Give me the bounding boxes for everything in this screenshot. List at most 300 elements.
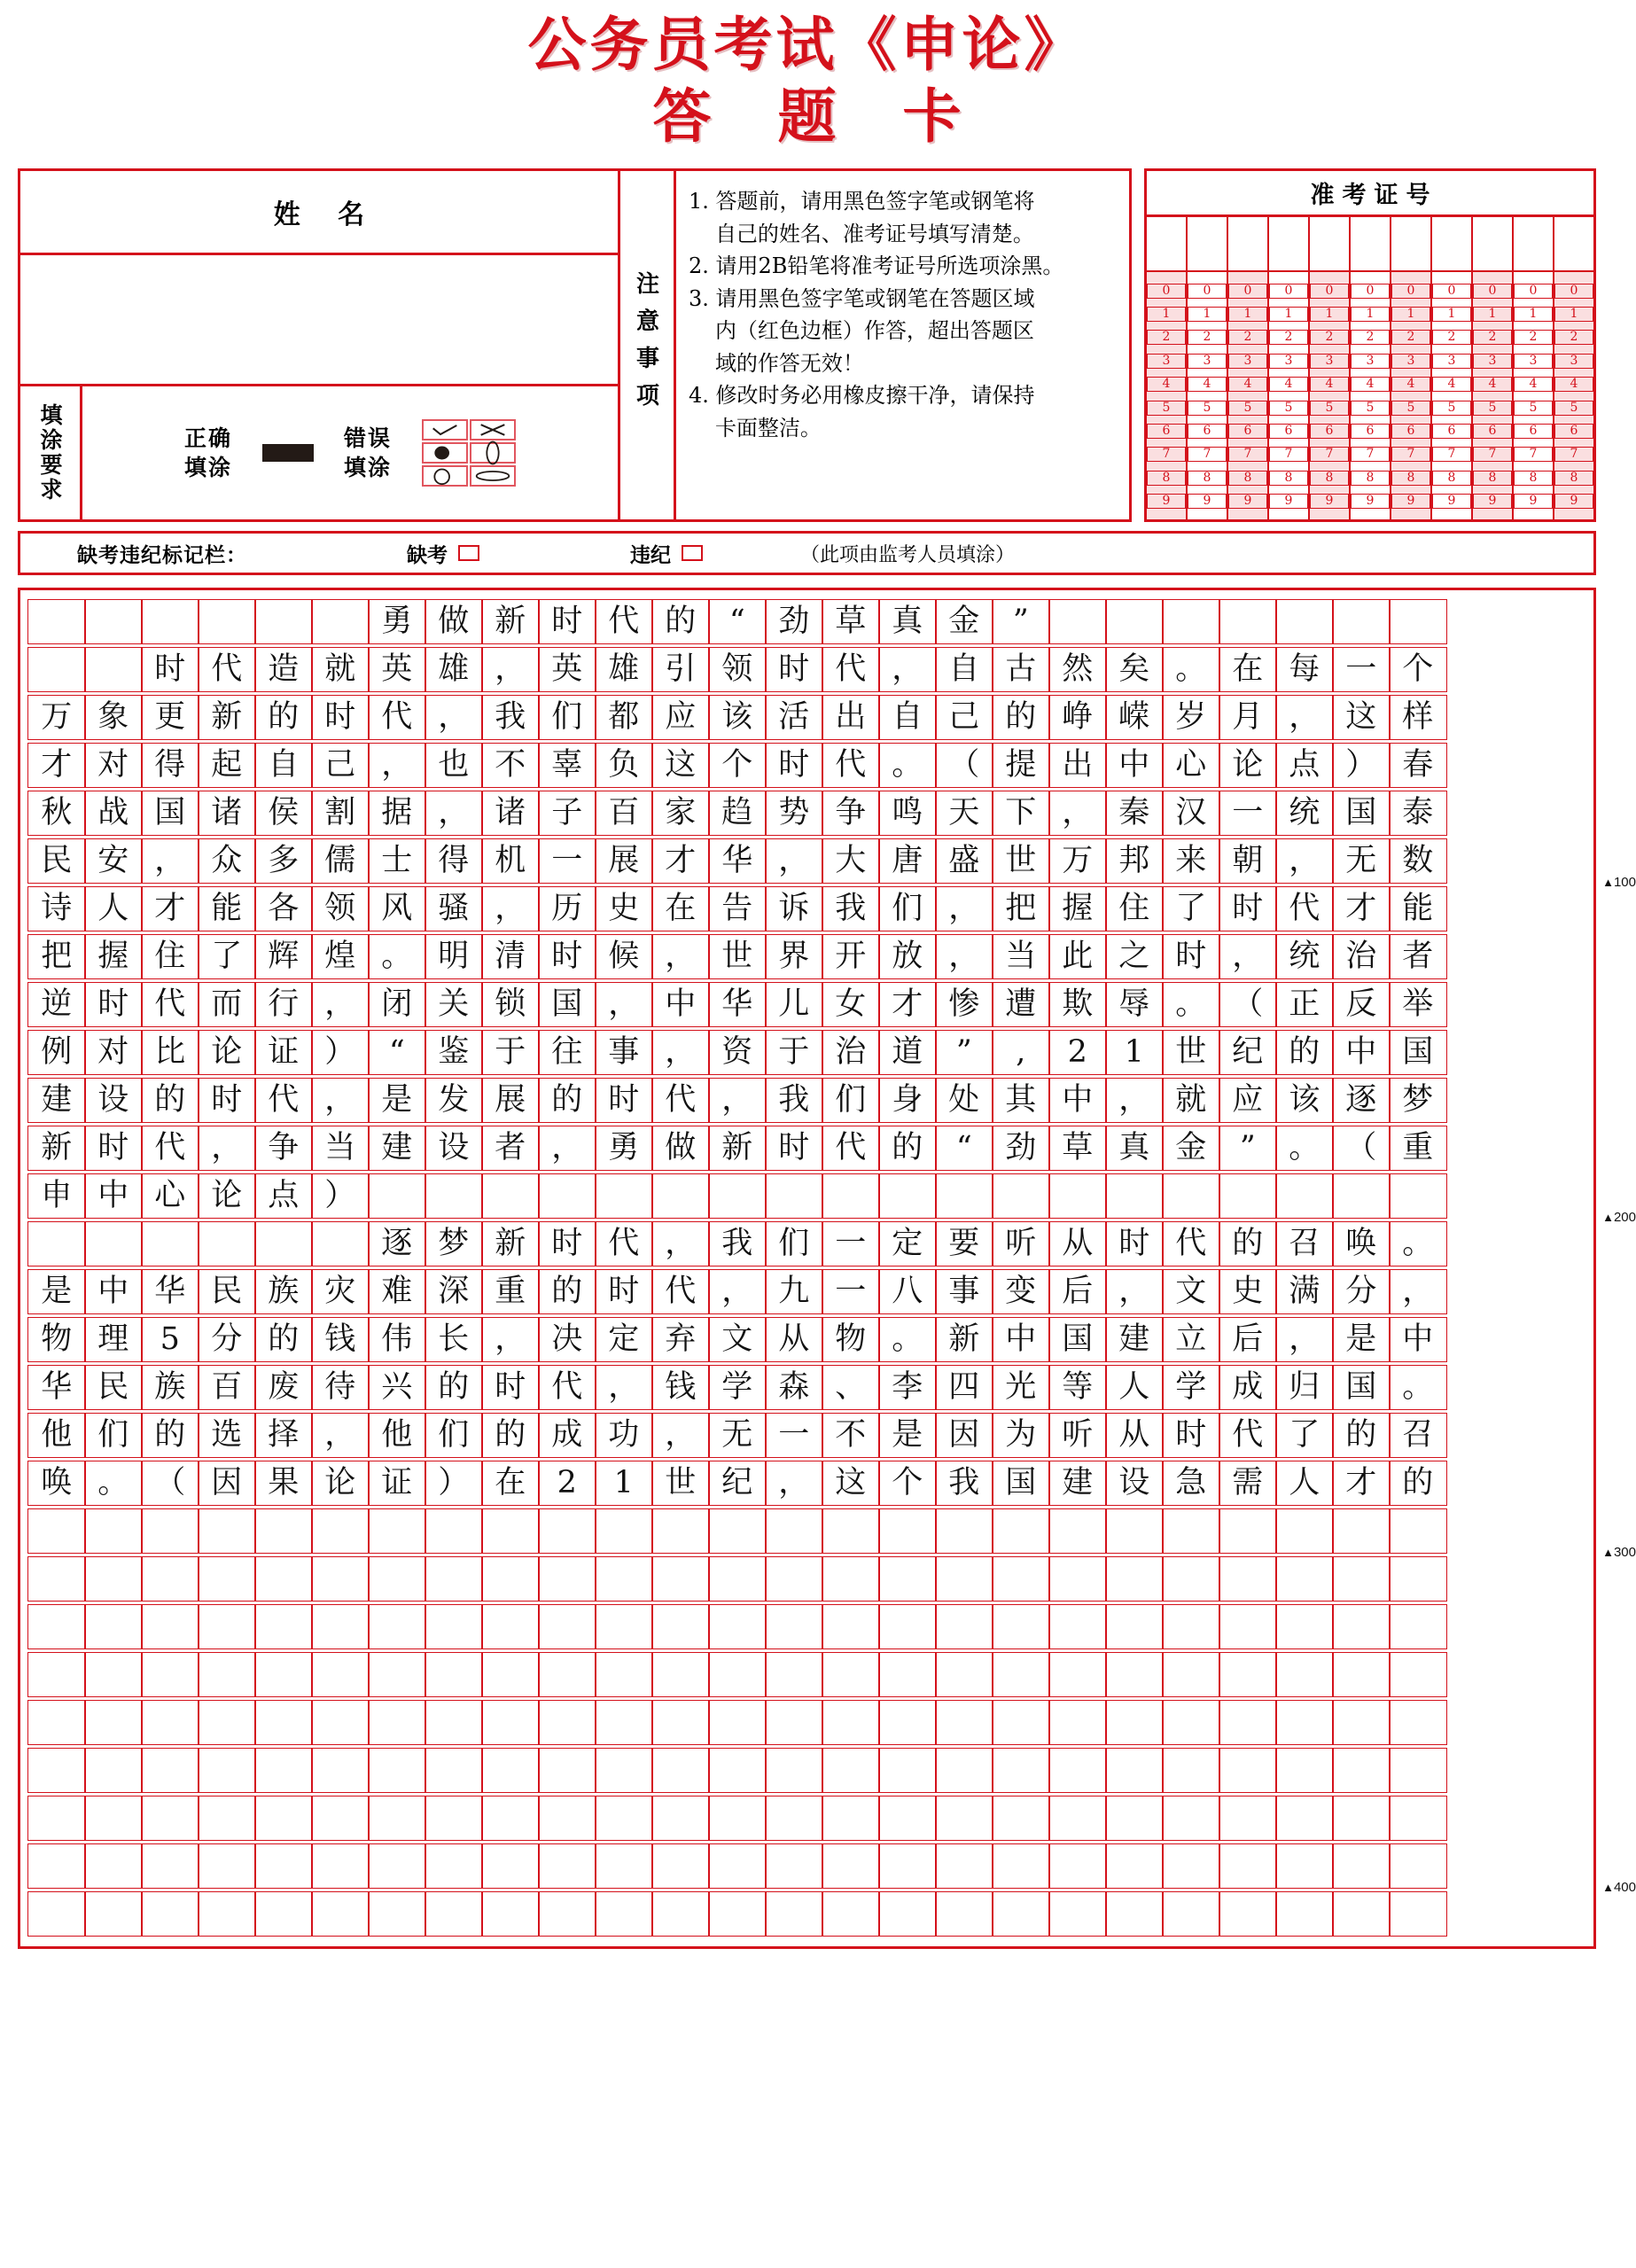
essay-grid-cell[interactable]: ” [992,599,1050,644]
essay-grid-cell[interactable] [481,1748,540,1793]
essay-grid-cell[interactable]: 因 [198,1461,256,1506]
essay-grid-cell[interactable] [84,1796,143,1841]
essay-grid-cell[interactable] [1275,1652,1334,1697]
essay-grid-cell[interactable]: 心 [141,1173,199,1219]
essay-grid-cell[interactable] [368,1700,426,1745]
essay-grid-cell[interactable]: 辱 [1105,982,1164,1027]
bubble-digit-8[interactable]: 8 [1514,471,1553,486]
essay-grid-cell[interactable] [765,1796,823,1841]
essay-grid-cell[interactable]: 锁 [481,982,540,1027]
exam-number-write-cell[interactable] [1473,217,1512,272]
essay-grid-cell[interactable]: 人 [1275,1461,1334,1506]
essay-grid-cell[interactable] [141,1748,199,1793]
essay-grid-cell[interactable] [254,1604,313,1649]
essay-grid-cell[interactable]: 历 [538,886,596,931]
essay-grid-cell[interactable] [595,1508,653,1554]
essay-grid-cell[interactable]: 中 [1332,1030,1391,1075]
essay-grid-cell[interactable]: ， [311,982,370,1027]
bubble-digit-2[interactable]: 2 [1188,330,1227,345]
essay-grid-cell[interactable]: 新 [708,1126,767,1171]
essay-grid-cell[interactable]: ， [935,886,993,931]
essay-grid-cell[interactable]: 行 [254,982,313,1027]
bubble-digit-8[interactable]: 8 [1473,471,1512,486]
essay-grid-cell[interactable]: 的 [538,1078,596,1123]
essay-grid-cell[interactable]: 代 [141,1126,199,1171]
essay-grid-cell[interactable]: 光 [992,1365,1050,1410]
essay-grid-cell[interactable]: 候 [595,934,653,979]
essay-grid-cell[interactable]: 资 [708,1030,767,1075]
essay-grid-cell[interactable]: 逐 [368,1221,426,1266]
bubble-digit-5[interactable]: 5 [1514,401,1553,416]
essay-grid-cell[interactable]: 国 [1332,1365,1391,1410]
essay-grid-cell[interactable]: 统 [1275,791,1334,836]
exam-number-write-cell[interactable] [1310,217,1349,272]
essay-grid-cell[interactable] [595,1556,653,1602]
essay-grid-cell[interactable]: 。 [368,934,426,979]
essay-grid-cell[interactable] [822,1796,880,1841]
essay-grid-cell[interactable] [1105,1843,1164,1889]
essay-grid-cell[interactable]: 纪 [1219,1030,1277,1075]
exam-number-column[interactable] [1310,217,1351,519]
essay-grid-cell[interactable]: 的 [1219,1221,1277,1266]
essay-grid-cell[interactable] [1275,1556,1334,1602]
exam-number-column[interactable] [1188,217,1228,519]
essay-grid-cell[interactable]: 代 [651,1078,710,1123]
exam-number-column[interactable] [1147,217,1188,519]
essay-grid-cell[interactable] [1048,1604,1107,1649]
essay-grid-cell[interactable]: 论 [198,1030,256,1075]
essay-grid-cell[interactable]: 骚 [425,886,483,931]
essay-grid-cell[interactable]: 握 [1048,886,1107,931]
essay-grid-cell[interactable]: 分 [198,1317,256,1362]
essay-grid-cell[interactable]: 时 [765,647,823,692]
essay-grid-cell[interactable]: ” [935,1030,993,1075]
essay-grid-cell[interactable]: 峥 [1048,695,1107,740]
essay-grid-cell[interactable]: 1 [595,1461,653,1506]
essay-grid-cell[interactable] [27,1843,86,1889]
essay-grid-cell[interactable]: 就 [1162,1078,1220,1123]
essay-grid-cell[interactable] [651,1796,710,1841]
essay-grid-cell[interactable] [311,1891,370,1937]
bubble-digit-0[interactable]: 0 [1432,284,1471,299]
essay-grid-cell[interactable]: 钱 [311,1317,370,1362]
essay-grid-cell[interactable]: 战 [84,791,143,836]
essay-grid-cell[interactable] [254,1891,313,1937]
bubble-digit-1[interactable]: 1 [1351,307,1390,322]
essay-grid-cell[interactable]: 我 [822,886,880,931]
essay-grid-cell[interactable]: 矣 [1105,647,1164,692]
essay-grid-cell[interactable]: 风 [368,886,426,931]
essay-grid-cell[interactable]: 新 [198,695,256,740]
bubble-digit-5[interactable]: 5 [1269,401,1308,416]
essay-grid-cell[interactable] [992,1556,1050,1602]
essay-grid-cell[interactable] [254,1843,313,1889]
essay-grid-cell[interactable]: 们 [84,1413,143,1458]
essay-grid-cell[interactable] [1275,599,1334,644]
essay-grid-cell[interactable]: 时 [765,743,823,788]
essay-grid-cell[interactable]: 新 [481,599,540,644]
essay-grid-cell[interactable]: 召 [1275,1221,1334,1266]
essay-grid-cell[interactable]: 功 [595,1413,653,1458]
essay-grid-cell[interactable]: 。 [1162,647,1220,692]
essay-grid-cell[interactable]: （ [1332,1126,1391,1171]
essay-grid-cell[interactable]: 象 [84,695,143,740]
bubble-digit-8[interactable]: 8 [1147,471,1186,486]
essay-grid-cell[interactable] [538,1508,596,1554]
essay-grid-cell[interactable] [878,1173,937,1219]
essay-grid-cell[interactable]: 李 [878,1365,937,1410]
essay-grid-cell[interactable]: 果 [254,1461,313,1506]
essay-grid-cell[interactable] [651,1891,710,1937]
essay-grid-cell[interactable] [1275,1508,1334,1554]
essay-grid-cell[interactable] [765,1748,823,1793]
essay-grid-cell[interactable]: 因 [935,1413,993,1458]
essay-grid-cell[interactable]: 时 [84,1126,143,1171]
essay-grid-cell[interactable] [368,1604,426,1649]
essay-grid-cell[interactable] [822,1700,880,1745]
essay-grid-cell[interactable]: “ [708,599,767,644]
essay-grid-cell[interactable] [595,1604,653,1649]
bubble-digit-7[interactable]: 7 [1473,447,1512,462]
bubble-digit-0[interactable]: 0 [1351,284,1390,299]
essay-grid-cell[interactable]: ， [481,1317,540,1362]
essay-grid-cell[interactable]: 其 [992,1078,1050,1123]
essay-grid-cell[interactable] [992,1508,1050,1554]
essay-grid-cell[interactable]: 难 [368,1269,426,1314]
essay-grid-cell[interactable]: 无 [1332,838,1391,884]
essay-grid-cell[interactable] [708,1891,767,1937]
bubble-digit-8[interactable]: 8 [1188,471,1227,486]
essay-grid-cell[interactable]: 时 [595,1269,653,1314]
exam-number-column[interactable] [1554,217,1593,519]
essay-grid-cell[interactable]: 论 [1219,743,1277,788]
essay-grid-cell[interactable]: 史 [1219,1269,1277,1314]
essay-grid-cell[interactable]: 更 [141,695,199,740]
essay-grid-cell[interactable]: ， [708,1078,767,1123]
essay-grid-cell[interactable]: 真 [878,599,937,644]
essay-grid-cell[interactable]: 的 [141,1078,199,1123]
essay-grid-cell[interactable] [84,1556,143,1602]
essay-grid-cell[interactable]: 统 [1275,934,1334,979]
essay-grid-cell[interactable]: 个 [708,743,767,788]
essay-grid-cell[interactable] [368,1652,426,1697]
essay-grid-cell[interactable]: 造 [254,647,313,692]
bubble-digit-5[interactable]: 5 [1351,401,1390,416]
bubble-digit-5[interactable]: 5 [1432,401,1471,416]
essay-grid-cell[interactable] [1162,1843,1220,1889]
essay-grid-cell[interactable] [254,1652,313,1697]
essay-grid-cell[interactable]: 雄 [425,647,483,692]
bubble-digit-5[interactable]: 5 [1391,401,1430,416]
essay-grid-cell[interactable] [1105,1556,1164,1602]
essay-grid-cell[interactable]: 分 [1332,1269,1391,1314]
essay-grid-row[interactable] [27,1126,1586,1171]
essay-grid-cell[interactable]: 的 [1275,1030,1334,1075]
essay-grid-cell[interactable]: 遭 [992,982,1050,1027]
essay-grid-cell[interactable]: 劲 [765,599,823,644]
essay-grid-cell[interactable]: 论 [198,1173,256,1219]
essay-grid-cell[interactable]: 我 [765,1078,823,1123]
essay-grid-cell[interactable] [481,1508,540,1554]
essay-grid-cell[interactable] [1389,1748,1447,1793]
essay-grid-cell[interactable] [84,1843,143,1889]
essay-grid-cell[interactable]: 华 [141,1269,199,1314]
essay-grid-cell[interactable]: ， [595,1365,653,1410]
bubble-digit-6[interactable]: 6 [1228,424,1267,439]
essay-grid-cell[interactable]: ， [141,838,199,884]
essay-grid-cell[interactable] [1048,1556,1107,1602]
essay-grid-cell[interactable] [198,1700,256,1745]
essay-grid-row[interactable] [27,1317,1586,1362]
essay-grid-cell[interactable]: 诸 [481,791,540,836]
essay-grid-row[interactable] [27,1365,1586,1410]
essay-grid-cell[interactable]: ， [1105,1269,1164,1314]
essay-grid-cell[interactable]: ， [425,791,483,836]
essay-grid-cell[interactable]: 听 [1048,1413,1107,1458]
essay-grid-cell[interactable]: 他 [27,1413,86,1458]
essay-grid-cell[interactable]: 中 [651,982,710,1027]
essay-grid-cell[interactable]: 数 [1389,838,1447,884]
bubble-digit-1[interactable]: 1 [1554,307,1593,322]
essay-grid-cell[interactable] [1219,1508,1277,1554]
essay-grid-cell[interactable] [141,1700,199,1745]
essay-grid-cell[interactable] [1332,1891,1391,1937]
essay-grid-cell[interactable]: 时 [481,1365,540,1410]
essay-grid-cell[interactable]: 2 [1048,1030,1107,1075]
bubble-digit-4[interactable]: 4 [1391,377,1430,392]
essay-grid-cell[interactable] [708,1604,767,1649]
essay-grid-cell[interactable]: 学 [1162,1365,1220,1410]
essay-grid-cell[interactable]: 金 [935,599,993,644]
essay-grid-cell[interactable] [1219,1173,1277,1219]
essay-grid-row[interactable] [27,1891,1586,1937]
essay-grid-cell[interactable]: 家 [651,791,710,836]
essay-grid-cell[interactable]: 时 [595,1078,653,1123]
essay-grid-row[interactable] [27,1604,1586,1649]
essay-grid-cell[interactable]: 的 [481,1413,540,1458]
essay-grid-cell[interactable]: 者 [481,1126,540,1171]
bubble-digit-2[interactable]: 2 [1473,330,1512,345]
essay-grid-cell[interactable]: 们 [765,1221,823,1266]
essay-grid-row[interactable] [27,886,1586,931]
essay-grid-cell[interactable]: 的 [141,1413,199,1458]
essay-grid-cell[interactable]: 一 [538,838,596,884]
essay-grid-cell[interactable] [822,1173,880,1219]
essay-grid-cell[interactable]: 各 [254,886,313,931]
essay-grid-cell[interactable]: 设 [1105,1461,1164,1506]
essay-grid-cell[interactable]: 的 [254,695,313,740]
essay-grid-cell[interactable] [198,1508,256,1554]
bubble-digit-6[interactable]: 6 [1147,424,1186,439]
essay-grid-cell[interactable] [765,1556,823,1602]
essay-grid-cell[interactable] [1275,1748,1334,1793]
bubble-digit-2[interactable]: 2 [1554,330,1593,345]
essay-grid-cell[interactable] [481,1891,540,1937]
essay-grid-cell[interactable] [1389,1604,1447,1649]
essay-grid-cell[interactable]: 决 [538,1317,596,1362]
essay-grid-cell[interactable] [27,1891,86,1937]
essay-grid-cell[interactable] [198,1221,256,1266]
bubble-digit-2[interactable]: 2 [1147,330,1186,345]
exam-number-write-cell[interactable] [1269,217,1308,272]
essay-grid-cell[interactable] [708,1508,767,1554]
essay-grid-cell[interactable]: 灾 [311,1269,370,1314]
essay-grid-cell[interactable] [708,1652,767,1697]
essay-grid-cell[interactable]: 是 [27,1269,86,1314]
essay-grid-cell[interactable] [822,1843,880,1889]
bubble-digit-4[interactable]: 4 [1432,377,1471,392]
absent-marker[interactable] [407,539,479,568]
essay-grid-cell[interactable] [595,1796,653,1841]
bubble-digit-9[interactable]: 9 [1228,494,1267,509]
essay-grid-cell[interactable]: ， [878,647,937,692]
essay-grid-cell[interactable] [1162,1652,1220,1697]
essay-grid-cell[interactable] [425,1748,483,1793]
essay-grid-cell[interactable] [368,1556,426,1602]
essay-grid-cell[interactable] [595,1700,653,1745]
essay-grid-cell[interactable]: 归 [1275,1365,1334,1410]
bubble-digit-3[interactable]: 3 [1473,354,1512,369]
bubble-digit-6[interactable]: 6 [1432,424,1471,439]
essay-grid-cell[interactable] [1105,599,1164,644]
essay-grid-cell[interactable]: 。 [878,1317,937,1362]
essay-grid-cell[interactable]: 证 [254,1030,313,1075]
essay-grid-cell[interactable] [84,1508,143,1554]
essay-grid-cell[interactable] [1275,1173,1334,1219]
bubble-digit-7[interactable]: 7 [1554,447,1593,462]
essay-grid-cell[interactable]: 金 [1162,1126,1220,1171]
essay-grid-cell[interactable]: 选 [198,1413,256,1458]
essay-grid-cell[interactable] [765,1700,823,1745]
essay-grid-cell[interactable] [822,1891,880,1937]
essay-grid-cell[interactable]: 。 [1162,982,1220,1027]
exam-number-write-cell[interactable] [1351,217,1390,272]
essay-grid-cell[interactable]: 惨 [935,982,993,1027]
essay-grid-cell[interactable]: 个 [1389,647,1447,692]
essay-grid-cell[interactable] [198,1604,256,1649]
essay-grid-cell[interactable] [765,1843,823,1889]
essay-grid-cell[interactable]: 证 [368,1461,426,1506]
essay-grid-cell[interactable]: 从 [1105,1413,1164,1458]
essay-grid-cell[interactable]: 才 [1332,886,1391,931]
essay-grid-cell[interactable]: 国 [992,1461,1050,1506]
bubble-digit-2[interactable]: 2 [1432,330,1471,345]
essay-grid-cell[interactable] [198,1796,256,1841]
essay-grid-cell[interactable]: 听 [992,1221,1050,1266]
essay-grid-cell[interactable]: 代 [822,743,880,788]
bubble-digit-0[interactable]: 0 [1554,284,1593,299]
essay-grid-cell[interactable]: 定 [595,1317,653,1362]
essay-grid-cell[interactable] [935,1843,993,1889]
essay-grid-cell[interactable]: 。 [1389,1221,1447,1266]
essay-grid-cell[interactable]: 士 [368,838,426,884]
essay-grid-cell[interactable] [1332,1652,1391,1697]
bubble-digit-3[interactable]: 3 [1351,354,1390,369]
essay-grid-cell[interactable]: 长 [425,1317,483,1362]
essay-grid-cell[interactable] [935,1891,993,1937]
essay-grid-row[interactable] [27,1461,1586,1506]
bubble-digit-5[interactable]: 5 [1147,401,1186,416]
essay-grid-cell[interactable]: 辉 [254,934,313,979]
bubble-digit-4[interactable]: 4 [1351,377,1390,392]
essay-grid-cell[interactable]: ， [708,1269,767,1314]
essay-grid-row[interactable] [27,1221,1586,1266]
essay-grid-cell[interactable] [1162,1173,1220,1219]
essay-grid-cell[interactable]: 来 [1162,838,1220,884]
essay-grid-cell[interactable]: 代 [538,1365,596,1410]
bubble-digit-4[interactable]: 4 [1228,377,1267,392]
essay-grid-cell[interactable]: 朝 [1219,838,1277,884]
essay-grid-cell[interactable]: 民 [84,1365,143,1410]
essay-grid-cell[interactable]: 引 [651,647,710,692]
essay-grid-cell[interactable]: 需 [1219,1461,1277,1506]
essay-grid-cell[interactable] [1105,1652,1164,1697]
essay-grid-cell[interactable] [27,1221,86,1266]
essay-grid-cell[interactable] [425,1604,483,1649]
essay-grid-cell[interactable]: 世 [651,1461,710,1506]
essay-grid-row[interactable] [27,647,1586,692]
essay-grid-cell[interactable]: 雄 [595,647,653,692]
essay-grid-cell[interactable]: 世 [992,838,1050,884]
bubble-digit-0[interactable]: 0 [1391,284,1430,299]
essay-grid-cell[interactable]: 代 [822,1126,880,1171]
essay-grid-cell[interactable]: 不 [822,1413,880,1458]
essay-grid-cell[interactable] [765,1508,823,1554]
essay-grid-cell[interactable] [311,1508,370,1554]
essay-grid-cell[interactable]: 民 [198,1269,256,1314]
bubble-digit-1[interactable]: 1 [1147,307,1186,322]
essay-grid-cell[interactable] [822,1556,880,1602]
essay-grid-cell[interactable]: ， [595,982,653,1027]
essay-grid-cell[interactable]: 起 [198,743,256,788]
essay-grid-cell[interactable] [538,1796,596,1841]
essay-grid-cell[interactable]: 万 [1048,838,1107,884]
exam-number-column[interactable] [1391,217,1432,519]
essay-grid-cell[interactable] [1332,1700,1391,1745]
essay-grid-cell[interactable] [1048,1700,1107,1745]
bubble-digit-4[interactable]: 4 [1147,377,1186,392]
essay-grid-cell[interactable] [141,1796,199,1841]
essay-grid-cell[interactable]: ， [651,934,710,979]
essay-grid-cell[interactable] [481,1652,540,1697]
essay-grid-cell[interactable]: 开 [822,934,880,979]
essay-grid-cell[interactable] [1275,1843,1334,1889]
essay-grid-cell[interactable]: 中 [992,1317,1050,1362]
essay-grid-cell[interactable] [198,1748,256,1793]
essay-grid-cell[interactable]: 中 [1105,743,1164,788]
essay-grid-cell[interactable]: 也 [425,743,483,788]
essay-grid-cell[interactable] [878,1652,937,1697]
essay-grid-cell[interactable]: 重 [481,1269,540,1314]
essay-grid-cell[interactable]: 文 [708,1317,767,1362]
essay-grid-cell[interactable]: 四 [935,1365,993,1410]
essay-grid-cell[interactable]: 该 [708,695,767,740]
essay-grid-cell[interactable] [935,1700,993,1745]
essay-grid-cell[interactable]: 岁 [1162,695,1220,740]
exam-number-write-cell[interactable] [1188,217,1227,272]
essay-grid-cell[interactable]: 定 [878,1221,937,1266]
essay-grid-cell[interactable]: 告 [708,886,767,931]
essay-grid-cell[interactable]: 多 [254,838,313,884]
essay-grid-cell[interactable]: ， [1048,791,1107,836]
essay-grid-cell[interactable] [1162,1796,1220,1841]
essay-grid-cell[interactable] [1219,1700,1277,1745]
essay-grid-cell[interactable]: 大 [822,838,880,884]
essay-grid-cell[interactable] [425,1652,483,1697]
essay-grid-cell[interactable]: 1 [1105,1030,1164,1075]
essay-grid-cell[interactable]: 趋 [708,791,767,836]
essay-grid-cell[interactable] [84,1748,143,1793]
